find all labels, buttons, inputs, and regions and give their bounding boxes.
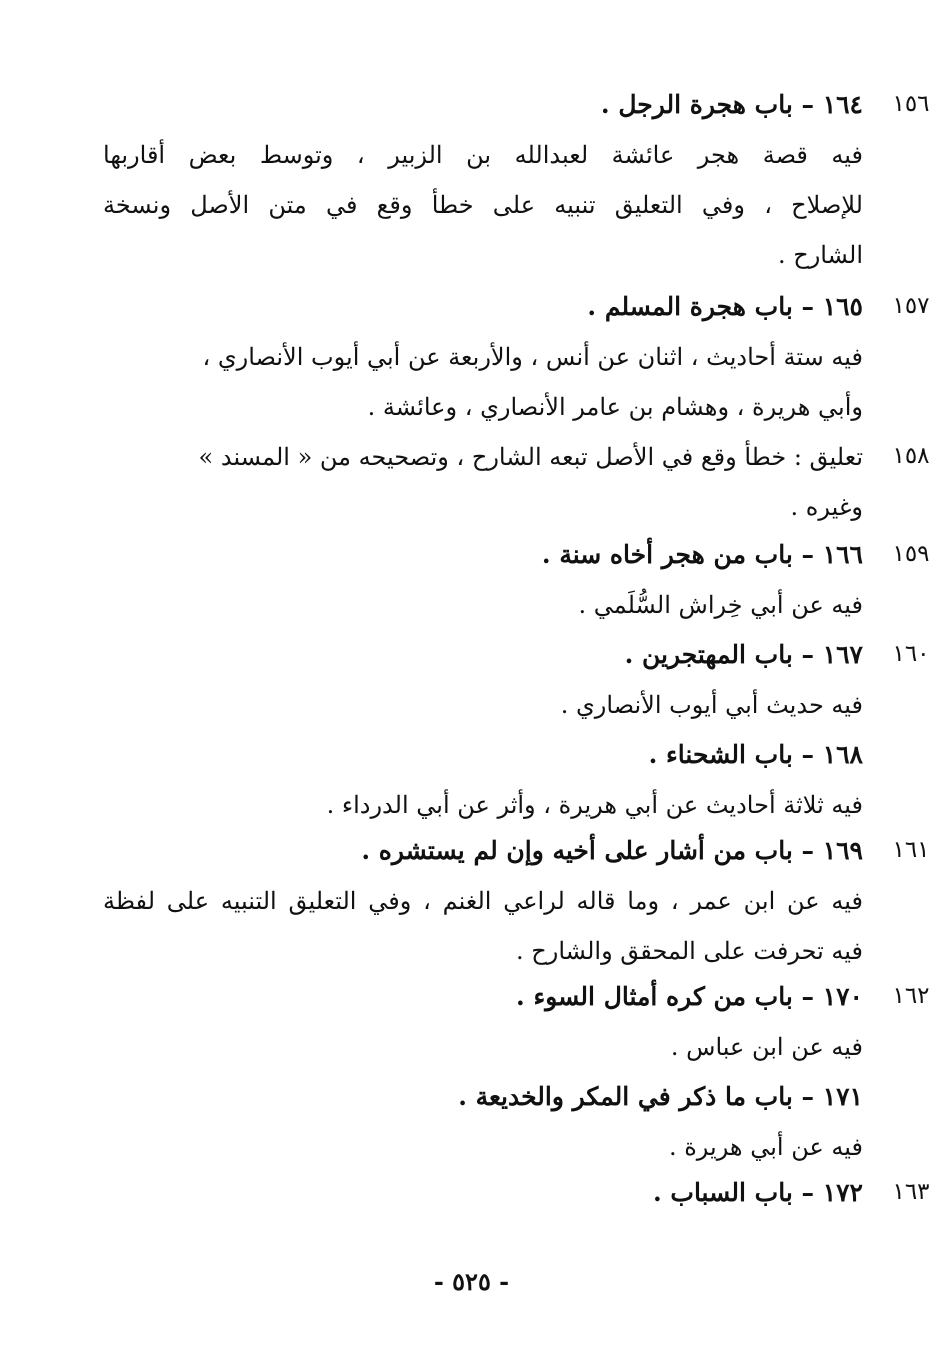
chapter-heading: ١٦٩ – باب من أشار على أخيه وإن لم يستشره . (361, 836, 863, 865)
entry-157 (103, 282, 930, 432)
chapter-heading: ١٦٤ – باب هجرة الرجل . (600, 90, 863, 119)
body-line: فيه عن أبي هريرة . (668, 1133, 863, 1161)
entry-number: ١٦٣ (892, 1179, 930, 1205)
body-line: فيه عن أبي خِراش السُّلَمي . (578, 591, 863, 619)
entry-156 (103, 80, 930, 280)
entry-162 (103, 972, 930, 1172)
entry-number: ١٥٨ (892, 443, 930, 469)
chapter-heading: ١٧٢ – باب السباب . (653, 1178, 863, 1207)
body-line: للإصلاح ، وفي التعليق تنبيه على خطأ وقع في متن الأصل ونسخة (103, 191, 863, 219)
entry-number: ١٦٢ (892, 983, 930, 1009)
entry-161 (103, 826, 930, 976)
body-line: فيه عن ابن عمر ، وما قاله لراعي الغنم ، وفي التعليق التنبيه على لفظة (103, 887, 863, 915)
entry-158 (103, 432, 930, 532)
entry-number: ١٥٩ (892, 541, 930, 567)
chapter-heading: ١٧١ – باب ما ذكر في المكر والخديعة . (458, 1082, 863, 1111)
body-line: فيه حديث أبي أيوب الأنصاري . (560, 691, 863, 719)
entry-number: ١٦٠ (892, 641, 930, 667)
entry-number: ١٥٧ (892, 293, 930, 319)
body-line: فيه تحرفت على المحقق والشارح . (516, 937, 863, 965)
page-number: - ٥٢٥ - (433, 1267, 510, 1296)
chapter-heading: ١٦٦ – باب من هجر أخاه سنة . (541, 540, 863, 569)
body-line: وغيره . (790, 493, 863, 521)
body-line: وأبي هريرة ، وهشام بن عامر الأنصاري ، وعائشة . (367, 393, 863, 421)
entry-number: ١٦١ (892, 837, 930, 863)
entry-number: ١٥٦ (892, 91, 930, 117)
body-line: فيه عن ابن عباس . (670, 1033, 863, 1061)
entry-163 (103, 1168, 930, 1218)
body-line: فيه ثلاثة أحاديث عن أبي هريرة ، وأثر عن أبي الدرداء . (326, 791, 863, 819)
entry-159 (103, 530, 930, 630)
body-line: فيه ستة أحاديث ، اثنان عن أنس ، والأربعة عن أبي أيوب الأنصاري ، (202, 343, 863, 371)
chapter-heading: ١٦٨ – باب الشحناء . (648, 740, 863, 769)
body-line: الشارح . (777, 241, 863, 269)
entry-160 (103, 630, 930, 830)
chapter-heading: ١٦٧ – باب المهتجرين . (624, 640, 863, 669)
chapter-heading: ١٦٥ – باب هجرة المسلم . (587, 292, 863, 321)
chapter-heading: ١٧٠ – باب من كره أمثال السوء . (516, 982, 863, 1011)
body-line: تعليق : خطأ وقع في الأصل تبعه الشارح ، وتصحيحه من « المسند » (198, 443, 863, 471)
body-line: فيه قصة هجر عائشة لعبدالله بن الزبير ، وتوسط بعض أقاربها (103, 141, 863, 169)
